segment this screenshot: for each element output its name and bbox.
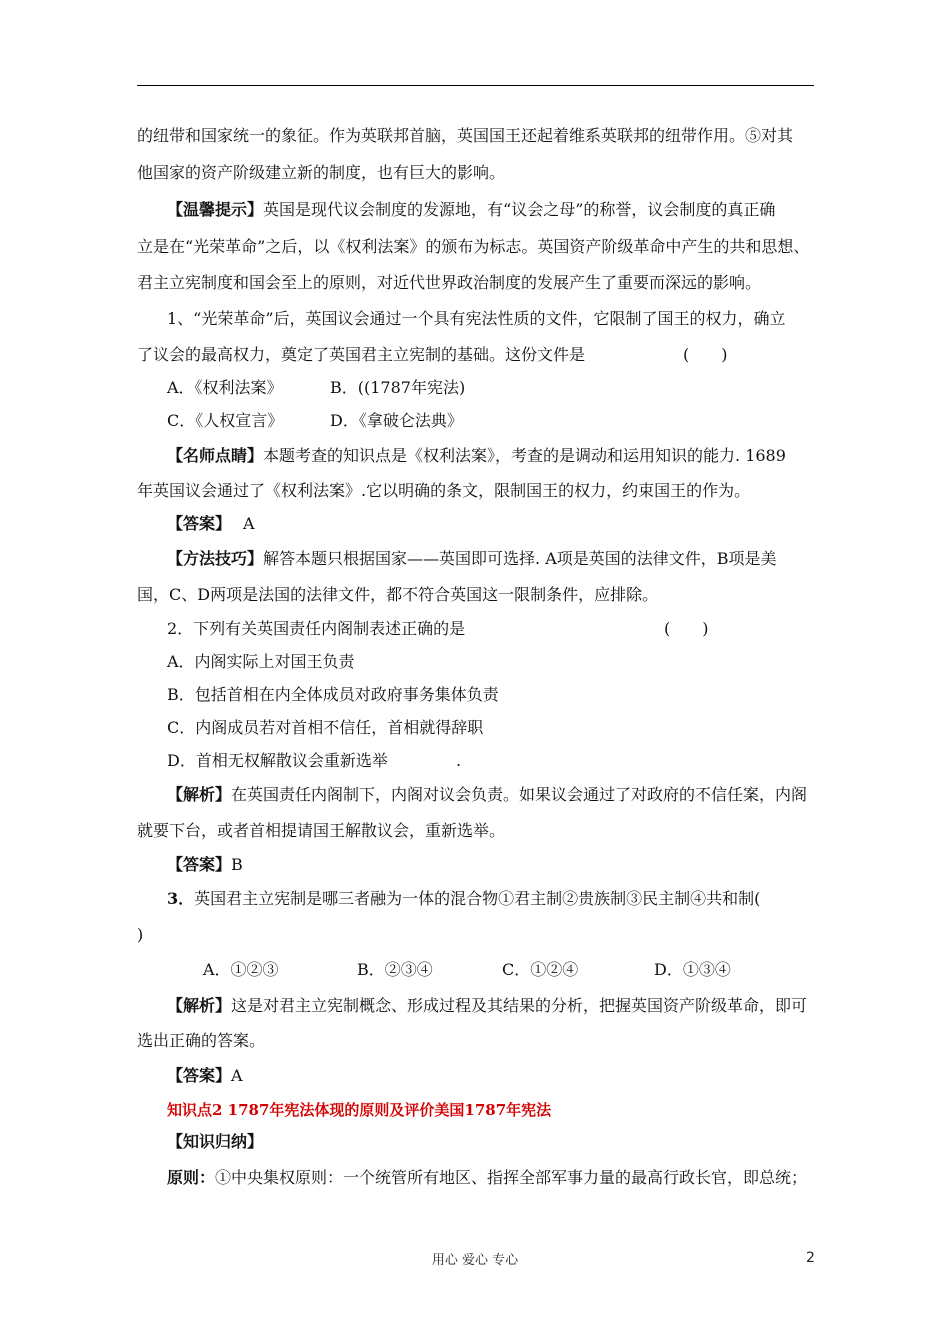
paragraph-line: 就要下台，或者首相提请国王解散议会，重新选举。 [137,821,506,840]
tip-paragraph [167,200,775,220]
page-number: 2 [806,1250,815,1266]
answer-value: A [243,514,255,533]
header-rule [137,85,814,86]
question-2-option-a: A．内阁实际上对国王负责 [167,652,355,671]
paragraph-line: 立是在“光荣革命”之后，以《权利法案》的颁布为标志。英国资产阶级革命中产生的共和思想、 [137,237,810,256]
analysis-label: 【解析】 [167,996,232,1015]
section-heading: 知识点2 1787年宪法体现的原则及评价美国1787年宪法 [167,1101,552,1119]
principle-text: ①中央集权原则：一个统管所有地区、指挥全部军事力量的最高行政长官，即总统； [215,1168,808,1187]
method-note [167,549,777,569]
paragraph-line: 君主立宪制度和国会至上的原则，对近代世界政治制度的发展产生了重要而深远的影响。 [137,273,762,292]
question-1-option-c: C．《人权宣言》 [167,411,284,430]
question-3-stem-cont: ) [137,925,144,944]
question-1-option-d: D．《拿破仑法典》 [330,411,463,430]
answer-1 [167,514,255,534]
principle-line [167,1168,807,1188]
question-1-stem: 1、“光荣革命”后，英国议会通过一个具有宪法性质的文件，它限制了国王的权力，确立 [167,309,786,328]
answer-3 [167,1066,243,1086]
paragraph-line: 的纽带和国家统一的象征。作为英联邦首脑，英国国王还起着维系英联邦的纽带作用。⑤对其 [137,126,794,145]
paragraph-line: 国，C、D两项是法国的法律文件，都不符合英国这一限制条件，应排除。 [137,585,659,604]
answer-value: A [231,1066,243,1085]
tip-label: 【温馨提示】 [167,200,264,219]
question-3-option-a: A．①②③ [203,960,279,979]
analysis-3 [167,996,807,1016]
principle-label: 原则： [167,1168,216,1187]
trailing-dot: . [456,751,462,770]
answer-label: 【答案】 [167,855,232,874]
knowledge-summary-label: 【知识归纳】 [167,1132,264,1151]
method-text: 解答本题只根据国家——英国即可选择. A项是英国的法律文件，B项是美 [263,549,777,568]
question-1-option-b: B．((1787年宪法) [330,378,466,397]
analysis-text: 在英国责任内阁制下，内阁对议会负责。如果议会通过了对政府的不信任案，内阁 [231,785,808,804]
teacher-note [167,446,786,466]
paragraph-line: 他国家的资产阶级建立新的制度，也有巨大的影响。 [137,163,506,182]
answer-label: 【答案】 [167,514,232,533]
analysis-label: 【解析】 [167,785,232,804]
footer-motto: 用心 爱心 专心 [431,1253,519,1268]
answer-parentheses: ( ) [683,345,728,364]
answer-2 [167,855,243,875]
question-3-option-c: C．①②④ [502,960,579,979]
answer-label: 【答案】 [167,1066,232,1085]
question-3-stem [167,889,760,909]
analysis-text: 这是对君主立宪制概念、形成过程及其结果的分析，把握英国资产阶级革命，即可 [231,996,808,1015]
answer-parentheses: ( ) [664,619,709,638]
paragraph-line: 选出正确的答案。 [137,1031,266,1050]
teacher-text: 本题考查的知识点是《权利法案》，考查的是调动和运用知识的能力. 1689 [263,446,786,465]
question-2-option-c: C．内阁成员若对首相不信任，首相就得辞职 [167,718,484,737]
question-2-option-b: B．包括首相在内全体成员对政府事务集体负责 [167,685,499,704]
question-3-text: 英国君主立宪制是哪三者融为一体的混合物①君主制②贵族制③民主制④共和制( [194,889,761,908]
method-label: 【方法技巧】 [167,549,264,568]
question-1-stem-cont: 了议会的最高权力，奠定了英国君主立宪制的基础。这份文件是 [137,345,586,364]
teacher-label: 【名师点睛】 [167,446,264,465]
analysis-2 [167,785,807,805]
paragraph-line: 年英国议会通过了《权利法案》.它以明确的条文，限制国王的权力，约束国王的作为。 [137,481,751,500]
question-2-option-d: D．首相无权解散议会重新选举 [167,751,388,770]
question-3-number: 3． [167,889,195,908]
question-3-option-b: B．②③④ [357,960,433,979]
question-2-stem: 2．下列有关英国责任内阁制表述正确的是 [167,619,466,638]
question-3-option-d: D．①③④ [654,960,731,979]
tip-text: 英国是现代议会制度的发源地，有“议会之母”的称誉，议会制度的真正确 [263,200,776,219]
question-1-option-a: A．《权利法案》 [167,378,283,397]
answer-value: B [231,855,243,874]
